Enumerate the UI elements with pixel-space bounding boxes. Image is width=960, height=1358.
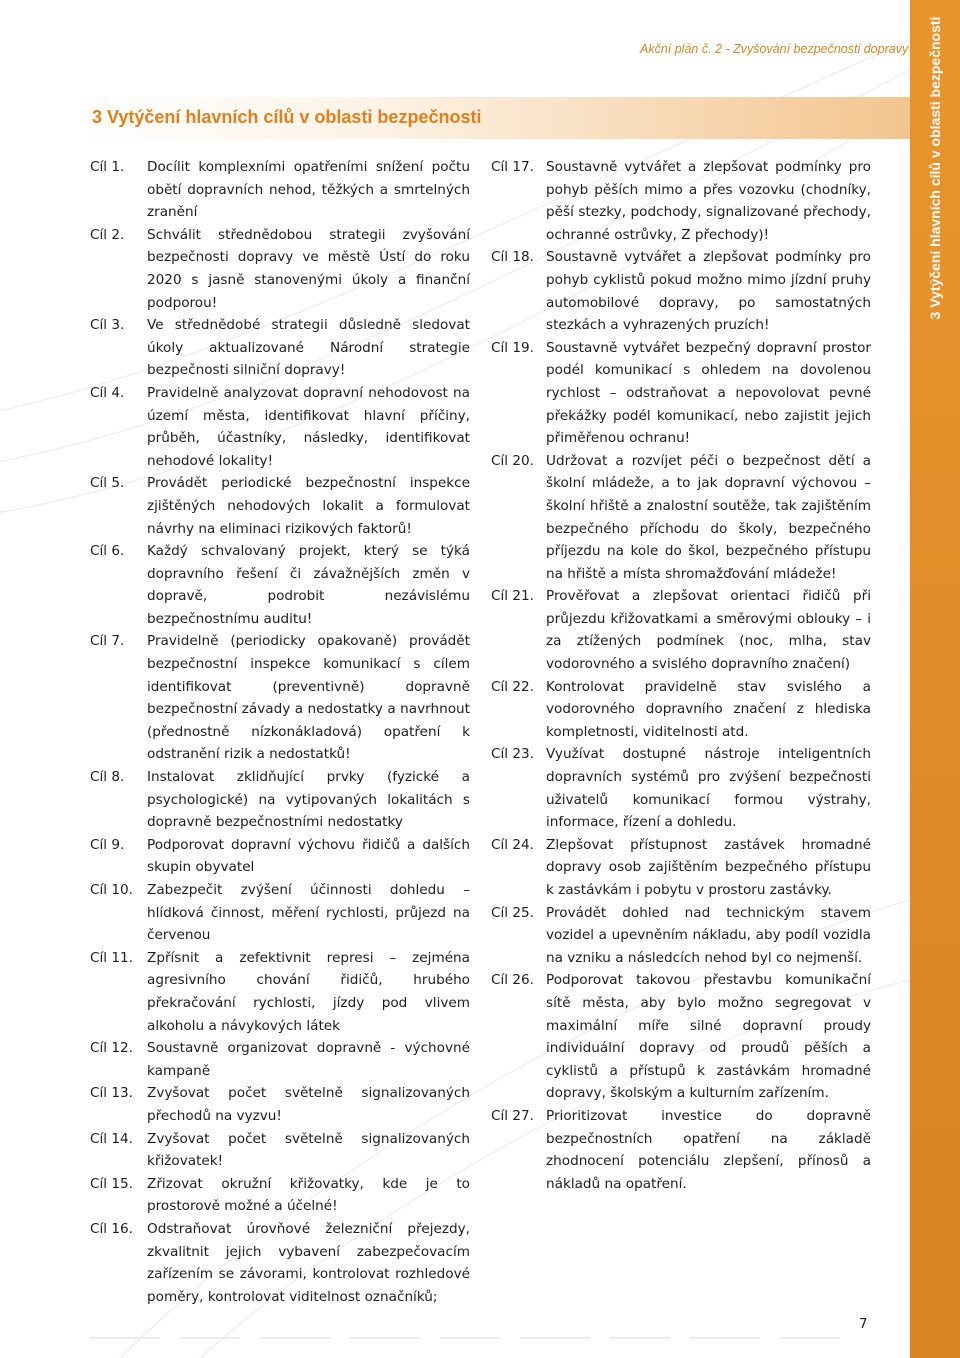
goal-item — [90, 1128, 470, 1173]
goal-item — [90, 630, 470, 766]
goal-text: Zvyšovat počet světelně signalizovaných křižovatek! — [147, 1130, 470, 1170]
goal-label: Cíl 15. — [90, 1175, 133, 1192]
goal-text: Podporovat takovou přestavbu komunikační sítě města, aby bylo možno segregovat v maximální míře silné dopravní proudy individuální dopravy od proudů pěších a cyklistů a přístupů k zastávkám hromadné dopravy, školským a kulturním zařízením. — [546, 972, 871, 1102]
goal-text: Provádět periodické bezpečnostní inspekce zjištěných nehodových lokalit a formulovat návrhy na eliminaci rizikových faktorů! — [147, 475, 470, 537]
goal-item — [491, 834, 871, 902]
goal-label: Cíl 5. — [90, 475, 125, 492]
goal-text: Instalovat zklidňující prvky (fyzické a psychologické) na vytipovaných lokalitách s dopravně bezpečnostními nedostatky — [147, 769, 470, 831]
goal-text: Pravidelně (periodicky opakovaně) provádět bezpečnostní inspekce komunikací s cílem identifikovat (preventivně) dopravně bezpečnostní závady a nedostatky a navrhnout (přednostně nízkonákladová) opatření k odstranění rizik a nedostatků! — [147, 633, 470, 763]
goal-label: Cíl 18. — [491, 249, 534, 266]
goal-text: Ve střednědobé strategii důsledně sledovat úkoly aktualizované Národní strategie bezpečnosti silniční dopravy! — [147, 317, 470, 379]
goal-label: Cíl 7. — [90, 633, 125, 650]
goal-label: Cíl 13. — [90, 1085, 133, 1102]
goal-label: Cíl 27. — [491, 1107, 534, 1124]
goal-label: Cíl 16. — [90, 1220, 133, 1237]
goals-left-column — [90, 156, 470, 1308]
goal-label: Cíl 21. — [491, 588, 534, 605]
goal-label: Cíl 10. — [90, 882, 133, 898]
goal-label: Cíl 17. — [491, 159, 534, 175]
goal-item — [90, 1082, 470, 1127]
goal-item — [491, 156, 871, 246]
goal-text: Odstraňovat úrovňové železniční přejezdy, zkvalitnit jejich vybavení zabezpečovacím zařízením se závorami, kontrolovat rozhledové poměry, kontrolovat viditelnost označníků; — [147, 1220, 470, 1305]
goal-item — [90, 224, 470, 314]
goal-item — [90, 947, 470, 1037]
goal-item — [491, 743, 871, 833]
goal-text: Prověřovat a zlepšovat orientaci řidičů při průjezdu křižovatkami a směrovými oblouky – i za ztížených podmínek (noc, mlha, stav vodorovného a svislého dopravního značení) — [546, 588, 871, 673]
goal-text: Zvyšovat počet světelně signalizovaných přechodů na vyzvu! — [147, 1085, 470, 1124]
goal-text: Každý schvalovaný projekt, který se týká dopravního řešení či závažnějších změn v dopravě, podrobit nezávislému bezpečnostnímu auditu! — [147, 543, 470, 627]
side-tab-label: 3 Vytýčení hlavních cílů v oblasti bezpečnosti — [927, 16, 943, 320]
goal-label: Cíl 8. — [90, 769, 125, 786]
goal-text: Podporovat dopravní výchovu řidičů a dalších skupin obyvatel — [147, 836, 470, 876]
goal-label: Cíl 12. — [90, 1040, 133, 1057]
goal-item — [491, 246, 871, 336]
goal-label: Cíl 14. — [90, 1130, 133, 1147]
goal-item — [90, 540, 470, 630]
goal-text: Soustavně vytvářet a zlepšovat podmínky pro pohyb cyklistů pokud možno mimo jízdní pruhy automobilové dopravy, po samostatných stezkách a vyhrazených pruzích! — [546, 249, 871, 334]
goal-text: Prioritizovat investice do dopravně bezpečnostních opatření na základě zhodnocení potenciálu zlepšení, přínosů a nákladů na opatření. — [546, 1107, 871, 1192]
goals-right-column — [491, 156, 871, 1195]
goal-item — [491, 969, 871, 1105]
goal-text: Docílit komplexními opatřeními snížení počtu obětí dopravních nehod, těžkých a smrtelných zranění — [147, 159, 470, 221]
goal-text: Pravidelně analyzovat dopravní nehodovost na území města, identifikovat hlavní příčiny, průběh, účastníky, následky, identifikovat nehodové lokality! — [147, 384, 470, 469]
goal-item — [90, 766, 470, 834]
goal-text: Zabezpečit zvýšení účinnosti dohledu – hlídková činnost, měření rychlosti, průjezd na červenou — [147, 882, 470, 944]
goal-text: Udržovat a rozvíjet péči o bezpečnost dětí a školní mládeže, a to jak dopravní výchovou – školní hřiště a znalostní soutěže, tak zajištěním bezpečného příchodu do školy, bezpečného příjezdu na kole do škol, bezpečného přístupu na hřiště a místa shromažďování mládeže! — [546, 452, 871, 582]
goal-item — [90, 472, 470, 540]
goal-item — [90, 834, 470, 879]
goal-item — [90, 156, 470, 224]
goal-text: Soustavně organizovat dopravně - výchovné kampaně — [147, 1040, 470, 1079]
goal-item — [90, 1173, 470, 1218]
goal-label: Cíl 3. — [90, 317, 125, 334]
section-title: 3 Vytýčení hlavních cílů v oblasti bezpečnosti — [92, 107, 482, 127]
goal-text: Schválit střednědobou strategii zvyšování bezpečnosti dopravy ve městě Ústí do roku 2020 s jasně stanovenými úkoly a finanční podporou! — [147, 226, 470, 311]
goal-label: Cíl 19. — [491, 339, 534, 356]
goal-item — [90, 879, 470, 947]
goal-item — [90, 1037, 470, 1082]
goal-text: Zřizovat okružní křižovatky, kde je to prostorově možné a účelné! — [147, 1175, 470, 1215]
goal-item — [491, 1105, 871, 1195]
goal-label: Cíl 11. — [90, 949, 133, 966]
running-header: Akční plán č. 2 - Zvyšování bezpečnosti dopravy — [640, 42, 909, 56]
goal-label: Cíl 20. — [491, 452, 534, 469]
goal-label: Cíl 6. — [90, 543, 125, 560]
goal-label: Cíl 9. — [90, 836, 125, 853]
goal-item — [90, 382, 470, 472]
page-number: 7 — [859, 1316, 868, 1332]
goal-item — [491, 337, 871, 450]
goal-item — [491, 585, 871, 675]
goal-text: Zpřísnit a zefektivnit represi – zejména agresivního chování řidičů, hrubého překračování rychlosti, jízdy pod vlivem alkoholu a návykových látek — [147, 949, 470, 1034]
goal-item — [491, 450, 871, 586]
goal-item — [90, 314, 470, 382]
goal-text: Provádět dohled nad technickým stavem vozidel a upevněním nákladu, aby podíl vozidla na vzniku a následcích nehod byl co nejmenší. — [546, 904, 871, 966]
goal-text: Zlepšovat přístupnost zastávek hromadné dopravy osob zajištěním bezpečného přístupu k zastávkám i pobytu v prostoru zastávky. — [546, 836, 871, 898]
goal-text: Využívat dostupné nástroje inteligentních dopravních systémů pro zvýšení bezpečnosti uživatelů komunikací formou výstrahy, informace, řízení a dohledu. — [546, 746, 871, 831]
goal-label: Cíl 26. — [491, 972, 534, 989]
goal-text: Soustavně vytvářet a zlepšovat podmínky pro pohyb pěších mimo a přes vozovku (chodníky, pěší stezky, podchody, signalizované přechody, ochranné ostrůvky, Z přechody)! — [546, 159, 871, 243]
goal-label: Cíl 22. — [491, 678, 534, 695]
goal-label: Cíl 25. — [491, 904, 534, 921]
goal-item — [491, 676, 871, 744]
goal-text: Soustavně vytvářet bezpečný dopravní prostor podél komunikací s ohledem na dovolenou rychlost – odstraňovat a nepovolovat pevné překážky podél komunikací, nebo zajistit jejich přiměřenou ochranu! — [546, 339, 871, 447]
goal-label: Cíl 24. — [491, 836, 534, 853]
goal-label: Cíl 23. — [491, 746, 534, 763]
goal-label: Cíl 2. — [90, 226, 125, 243]
goal-item — [90, 1218, 470, 1308]
goal-item — [491, 902, 871, 970]
goal-label: Cíl 4. — [90, 384, 125, 401]
goal-text: Kontrolovat pravidelně stav svislého a vodorovného dopravního značení z hlediska kompletnosti, viditelnosti atd. — [546, 678, 871, 740]
goal-label: Cíl 1. — [90, 159, 125, 175]
